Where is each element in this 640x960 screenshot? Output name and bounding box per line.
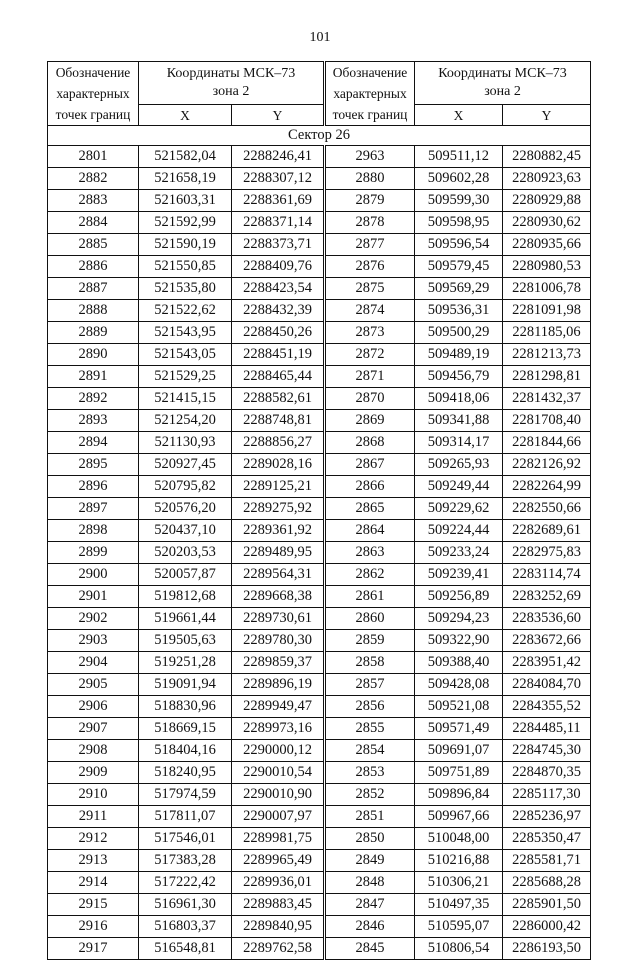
x-value-left: 521529,25	[139, 366, 232, 388]
point-number-left: 2914	[48, 872, 139, 894]
x-value-left: 518669,15	[139, 718, 232, 740]
x-value-left: 521522,62	[139, 300, 232, 322]
point-number-left: 2888	[48, 300, 139, 322]
y-value-left: 2290007,97	[232, 806, 325, 828]
y-value-left: 2289896,19	[232, 674, 325, 696]
y-value-left: 2289973,16	[232, 718, 325, 740]
point-number-right: 2854	[325, 740, 415, 762]
y-value-right: 2284485,11	[503, 718, 591, 740]
y-value-left: 2288409,76	[232, 256, 325, 278]
sector-title: Сектор 26	[48, 126, 591, 146]
x-value-left: 517546,01	[139, 828, 232, 850]
x-value-right: 509428,08	[415, 674, 503, 696]
table-row	[48, 828, 591, 850]
x-value-right: 509256,89	[415, 586, 503, 608]
point-number-right: 2864	[325, 520, 415, 542]
x-value-right: 509294,23	[415, 608, 503, 630]
y-value-right: 2284084,70	[503, 674, 591, 696]
table-row	[48, 894, 591, 916]
table-row	[48, 146, 591, 168]
point-number-left: 2882	[48, 168, 139, 190]
y-value-right: 2284355,52	[503, 696, 591, 718]
table-row	[48, 586, 591, 608]
coordinates-table	[47, 61, 591, 960]
table-row	[48, 542, 591, 564]
y-value-right: 2281708,40	[503, 410, 591, 432]
table-row	[48, 410, 591, 432]
x-value-right: 509521,08	[415, 696, 503, 718]
table-row	[48, 762, 591, 784]
point-number-left: 2897	[48, 498, 139, 520]
point-number-left: 2895	[48, 454, 139, 476]
x-value-right: 510806,54	[415, 938, 503, 960]
point-number-right: 2848	[325, 872, 415, 894]
y-value-left: 2289028,16	[232, 454, 325, 476]
point-header-left-line3: точек границ	[55, 107, 131, 122]
y-value-right: 2285117,30	[503, 784, 591, 806]
point-number-left: 2905	[48, 674, 139, 696]
table-row	[48, 740, 591, 762]
point-number-right: 2880	[325, 168, 415, 190]
y-value-left: 2288748,81	[232, 410, 325, 432]
x-value-left: 520203,53	[139, 542, 232, 564]
coords-header-right-line2: зона 2	[484, 84, 521, 100]
y-value-right: 2280929,88	[503, 190, 591, 212]
point-number-left: 2916	[48, 916, 139, 938]
point-number-right: 2878	[325, 212, 415, 234]
x-value-left: 521535,80	[139, 278, 232, 300]
point-header-right-line2: характерных	[333, 86, 407, 101]
x-value-right: 509265,93	[415, 454, 503, 476]
x-value-right: 509751,89	[415, 762, 503, 784]
x-value-left: 520057,87	[139, 564, 232, 586]
point-number-left: 2891	[48, 366, 139, 388]
x-value-right: 509489,19	[415, 344, 503, 366]
x-value-left: 521582,04	[139, 146, 232, 168]
table-row	[48, 300, 591, 322]
x-value-right: 509569,29	[415, 278, 503, 300]
x-value-right: 509224,44	[415, 520, 503, 542]
y-value-left: 2288371,14	[232, 212, 325, 234]
point-number-left: 2899	[48, 542, 139, 564]
point-number-left: 2894	[48, 432, 139, 454]
point-header-left	[48, 62, 139, 126]
point-number-right: 2846	[325, 916, 415, 938]
point-number-right: 2869	[325, 410, 415, 432]
point-number-left: 2896	[48, 476, 139, 498]
point-number-right: 2873	[325, 322, 415, 344]
point-number-left: 2913	[48, 850, 139, 872]
table-row	[48, 388, 591, 410]
y-value-left: 2290000,12	[232, 740, 325, 762]
point-number-left: 2901	[48, 586, 139, 608]
x-value-left: 518240,95	[139, 762, 232, 784]
x-value-left: 521603,31	[139, 190, 232, 212]
point-number-right: 2863	[325, 542, 415, 564]
y-value-left: 2288307,12	[232, 168, 325, 190]
y-value-right: 2282126,92	[503, 454, 591, 476]
table-row	[48, 674, 591, 696]
y-value-right: 2280935,66	[503, 234, 591, 256]
point-header-right-line3: точек границ	[332, 107, 408, 122]
y-value-left: 2289564,31	[232, 564, 325, 586]
y-value-left: 2289489,95	[232, 542, 325, 564]
table-row	[48, 784, 591, 806]
x-value-right: 509598,95	[415, 212, 503, 234]
point-number-left: 2908	[48, 740, 139, 762]
point-number-right: 2872	[325, 344, 415, 366]
point-number-left: 2904	[48, 652, 139, 674]
x-value-right: 509456,79	[415, 366, 503, 388]
x-value-left: 521592,99	[139, 212, 232, 234]
table-row	[48, 806, 591, 828]
x-value-left: 516961,30	[139, 894, 232, 916]
x-value-left: 521590,19	[139, 234, 232, 256]
point-number-right: 2963	[325, 146, 415, 168]
table-row	[48, 498, 591, 520]
y-value-right: 2282264,99	[503, 476, 591, 498]
x-value-left: 521130,93	[139, 432, 232, 454]
point-number-left: 2915	[48, 894, 139, 916]
y-value-left: 2289981,75	[232, 828, 325, 850]
x-value-left: 517383,28	[139, 850, 232, 872]
y-value-left: 2289275,92	[232, 498, 325, 520]
x-value-left: 517222,42	[139, 872, 232, 894]
y-value-left: 2289965,49	[232, 850, 325, 872]
x-value-left: 519091,94	[139, 674, 232, 696]
point-number-right: 2867	[325, 454, 415, 476]
y-value-right: 2283536,60	[503, 608, 591, 630]
y-value-right: 2280930,62	[503, 212, 591, 234]
y-value-right: 2280980,53	[503, 256, 591, 278]
point-number-left: 2909	[48, 762, 139, 784]
y-value-right: 2285236,97	[503, 806, 591, 828]
x-value-left: 521254,20	[139, 410, 232, 432]
point-number-right: 2874	[325, 300, 415, 322]
table-row	[48, 322, 591, 344]
table-row	[48, 520, 591, 542]
point-number-right: 2868	[325, 432, 415, 454]
table-row	[48, 476, 591, 498]
x-value-left: 521415,15	[139, 388, 232, 410]
x-value-left: 520927,45	[139, 454, 232, 476]
x-value-right: 509322,90	[415, 630, 503, 652]
x-value-left: 520795,82	[139, 476, 232, 498]
table-row	[48, 256, 591, 278]
point-number-right: 2858	[325, 652, 415, 674]
x-value-right: 510306,21	[415, 872, 503, 894]
coords-header-left-line1: Координаты МСК–73	[166, 66, 296, 82]
table-row	[48, 938, 591, 960]
x-value-right: 509571,49	[415, 718, 503, 740]
coords-header-right-line1: Координаты МСК–73	[438, 66, 567, 82]
x-value-right: 509896,84	[415, 784, 503, 806]
table-row	[48, 432, 591, 454]
table-row	[48, 454, 591, 476]
x-value-left: 519812,68	[139, 586, 232, 608]
x-value-right: 509233,24	[415, 542, 503, 564]
point-number-right: 2856	[325, 696, 415, 718]
x-value-left: 521543,95	[139, 322, 232, 344]
point-number-left: 2906	[48, 696, 139, 718]
table-row	[48, 212, 591, 234]
x-value-left: 520576,20	[139, 498, 232, 520]
y-value-right: 2283951,42	[503, 652, 591, 674]
point-number-right: 2860	[325, 608, 415, 630]
y-value-right: 2281298,81	[503, 366, 591, 388]
table-row	[48, 234, 591, 256]
coords-header-right	[415, 62, 591, 105]
y-value-right: 2282550,66	[503, 498, 591, 520]
y-value-left: 2288582,61	[232, 388, 325, 410]
y-value-left: 2289125,21	[232, 476, 325, 498]
point-number-right: 2866	[325, 476, 415, 498]
page-number: 101	[309, 30, 331, 45]
x-header-right: X	[415, 105, 503, 126]
table-row	[48, 608, 591, 630]
y-value-right: 2280882,45	[503, 146, 591, 168]
point-number-left: 2907	[48, 718, 139, 740]
y-value-left: 2289780,30	[232, 630, 325, 652]
y-value-right: 2280923,63	[503, 168, 591, 190]
x-value-left: 516548,81	[139, 938, 232, 960]
point-number-left: 2911	[48, 806, 139, 828]
y-value-left: 2288423,54	[232, 278, 325, 300]
x-value-right: 509229,62	[415, 498, 503, 520]
point-number-right: 2855	[325, 718, 415, 740]
x-value-right: 510595,07	[415, 916, 503, 938]
point-number-right: 2870	[325, 388, 415, 410]
point-number-right: 2877	[325, 234, 415, 256]
table-row	[48, 168, 591, 190]
table-row	[48, 366, 591, 388]
point-number-left: 2885	[48, 234, 139, 256]
table-row	[48, 872, 591, 894]
x-value-right: 509602,28	[415, 168, 503, 190]
y-value-left: 2288432,39	[232, 300, 325, 322]
point-number-left: 2883	[48, 190, 139, 212]
y-value-right: 2283114,74	[503, 564, 591, 586]
y-value-right: 2283672,66	[503, 630, 591, 652]
table-row	[48, 696, 591, 718]
y-value-left: 2289949,47	[232, 696, 325, 718]
point-number-left: 2917	[48, 938, 139, 960]
point-header-left-line2: характерных	[56, 86, 130, 101]
x-value-left: 517811,07	[139, 806, 232, 828]
y-value-left: 2289762,58	[232, 938, 325, 960]
point-number-right: 2852	[325, 784, 415, 806]
point-header-left-line1: Обозначение	[55, 65, 131, 80]
point-number-left: 2893	[48, 410, 139, 432]
x-header-left: X	[139, 105, 232, 126]
point-number-right: 2862	[325, 564, 415, 586]
point-number-left: 2910	[48, 784, 139, 806]
y-header-left: Y	[232, 105, 325, 126]
point-number-left: 2887	[48, 278, 139, 300]
x-value-right: 510216,88	[415, 850, 503, 872]
point-number-right: 2847	[325, 894, 415, 916]
y-value-right: 2281432,37	[503, 388, 591, 410]
x-value-right: 509249,44	[415, 476, 503, 498]
y-value-right: 2285688,28	[503, 872, 591, 894]
y-value-right: 2285350,47	[503, 828, 591, 850]
y-value-left: 2288450,26	[232, 322, 325, 344]
y-value-right: 2283252,69	[503, 586, 591, 608]
x-value-left: 521658,19	[139, 168, 232, 190]
point-number-right: 2861	[325, 586, 415, 608]
x-value-left: 516803,37	[139, 916, 232, 938]
x-value-left: 519505,63	[139, 630, 232, 652]
y-value-right: 2281091,98	[503, 300, 591, 322]
point-number-right: 2845	[325, 938, 415, 960]
x-value-right: 510497,35	[415, 894, 503, 916]
point-number-left: 2892	[48, 388, 139, 410]
table-row	[48, 630, 591, 652]
y-value-right: 2282975,83	[503, 542, 591, 564]
y-value-right: 2281844,66	[503, 432, 591, 454]
x-value-left: 517974,59	[139, 784, 232, 806]
point-number-left: 2801	[48, 146, 139, 168]
point-header-right-line1: Обозначение	[332, 65, 408, 80]
x-value-right: 509239,41	[415, 564, 503, 586]
point-number-left: 2912	[48, 828, 139, 850]
point-number-right: 2849	[325, 850, 415, 872]
y-value-left: 2290010,54	[232, 762, 325, 784]
coords-header-left-line2: зона 2	[212, 84, 250, 100]
y-value-left: 2289840,95	[232, 916, 325, 938]
x-value-right: 509536,31	[415, 300, 503, 322]
point-number-left: 2900	[48, 564, 139, 586]
point-number-right: 2857	[325, 674, 415, 696]
y-value-left: 2288856,27	[232, 432, 325, 454]
y-value-left: 2288246,41	[232, 146, 325, 168]
table-row	[48, 344, 591, 366]
y-value-right: 2285901,50	[503, 894, 591, 916]
table-row	[48, 564, 591, 586]
y-value-left: 2290010,90	[232, 784, 325, 806]
y-value-right: 2286000,42	[503, 916, 591, 938]
point-number-left: 2902	[48, 608, 139, 630]
point-number-left: 2898	[48, 520, 139, 542]
x-value-left: 520437,10	[139, 520, 232, 542]
y-value-right: 2286193,50	[503, 938, 591, 960]
x-value-right: 509511,12	[415, 146, 503, 168]
point-number-right: 2853	[325, 762, 415, 784]
y-value-left: 2288465,44	[232, 366, 325, 388]
y-value-left: 2289730,61	[232, 608, 325, 630]
point-number-left: 2903	[48, 630, 139, 652]
y-value-right: 2281213,73	[503, 344, 591, 366]
x-value-right: 509388,40	[415, 652, 503, 674]
x-value-right: 509599,30	[415, 190, 503, 212]
point-number-left: 2889	[48, 322, 139, 344]
y-value-right: 2281006,78	[503, 278, 591, 300]
x-value-left: 518830,96	[139, 696, 232, 718]
table-row	[48, 652, 591, 674]
x-value-left: 519251,28	[139, 652, 232, 674]
x-value-right: 509341,88	[415, 410, 503, 432]
point-number-left: 2886	[48, 256, 139, 278]
y-value-right: 2284870,35	[503, 762, 591, 784]
y-header-right: Y	[503, 105, 591, 126]
x-value-right: 509314,17	[415, 432, 503, 454]
point-number-right: 2851	[325, 806, 415, 828]
point-number-left: 2890	[48, 344, 139, 366]
x-value-right: 509418,06	[415, 388, 503, 410]
x-value-right: 509967,66	[415, 806, 503, 828]
x-value-right: 509596,54	[415, 234, 503, 256]
x-value-right: 510048,00	[415, 828, 503, 850]
table-row	[48, 718, 591, 740]
y-value-left: 2288373,71	[232, 234, 325, 256]
table-row	[48, 190, 591, 212]
y-value-left: 2289668,38	[232, 586, 325, 608]
point-number-right: 2876	[325, 256, 415, 278]
y-value-left: 2289883,45	[232, 894, 325, 916]
y-value-left: 2289859,37	[232, 652, 325, 674]
point-number-right: 2859	[325, 630, 415, 652]
x-value-left: 521543,05	[139, 344, 232, 366]
x-value-left: 518404,16	[139, 740, 232, 762]
y-value-right: 2285581,71	[503, 850, 591, 872]
coords-header-left	[139, 62, 325, 105]
table-row	[48, 850, 591, 872]
y-value-left: 2289361,92	[232, 520, 325, 542]
point-header-right	[325, 62, 415, 126]
x-value-right: 509579,45	[415, 256, 503, 278]
y-value-left: 2289936,01	[232, 872, 325, 894]
x-value-left: 521550,85	[139, 256, 232, 278]
x-value-right: 509691,07	[415, 740, 503, 762]
point-number-right: 2875	[325, 278, 415, 300]
y-value-right: 2284745,30	[503, 740, 591, 762]
y-value-right: 2282689,61	[503, 520, 591, 542]
y-value-left: 2288361,69	[232, 190, 325, 212]
x-value-left: 519661,44	[139, 608, 232, 630]
point-number-left: 2884	[48, 212, 139, 234]
table-row	[48, 278, 591, 300]
point-number-right: 2871	[325, 366, 415, 388]
y-value-right: 2281185,06	[503, 322, 591, 344]
point-number-right: 2865	[325, 498, 415, 520]
point-number-right: 2850	[325, 828, 415, 850]
point-number-right: 2879	[325, 190, 415, 212]
x-value-right: 509500,29	[415, 322, 503, 344]
table-body	[48, 126, 591, 960]
y-value-left: 2288451,19	[232, 344, 325, 366]
